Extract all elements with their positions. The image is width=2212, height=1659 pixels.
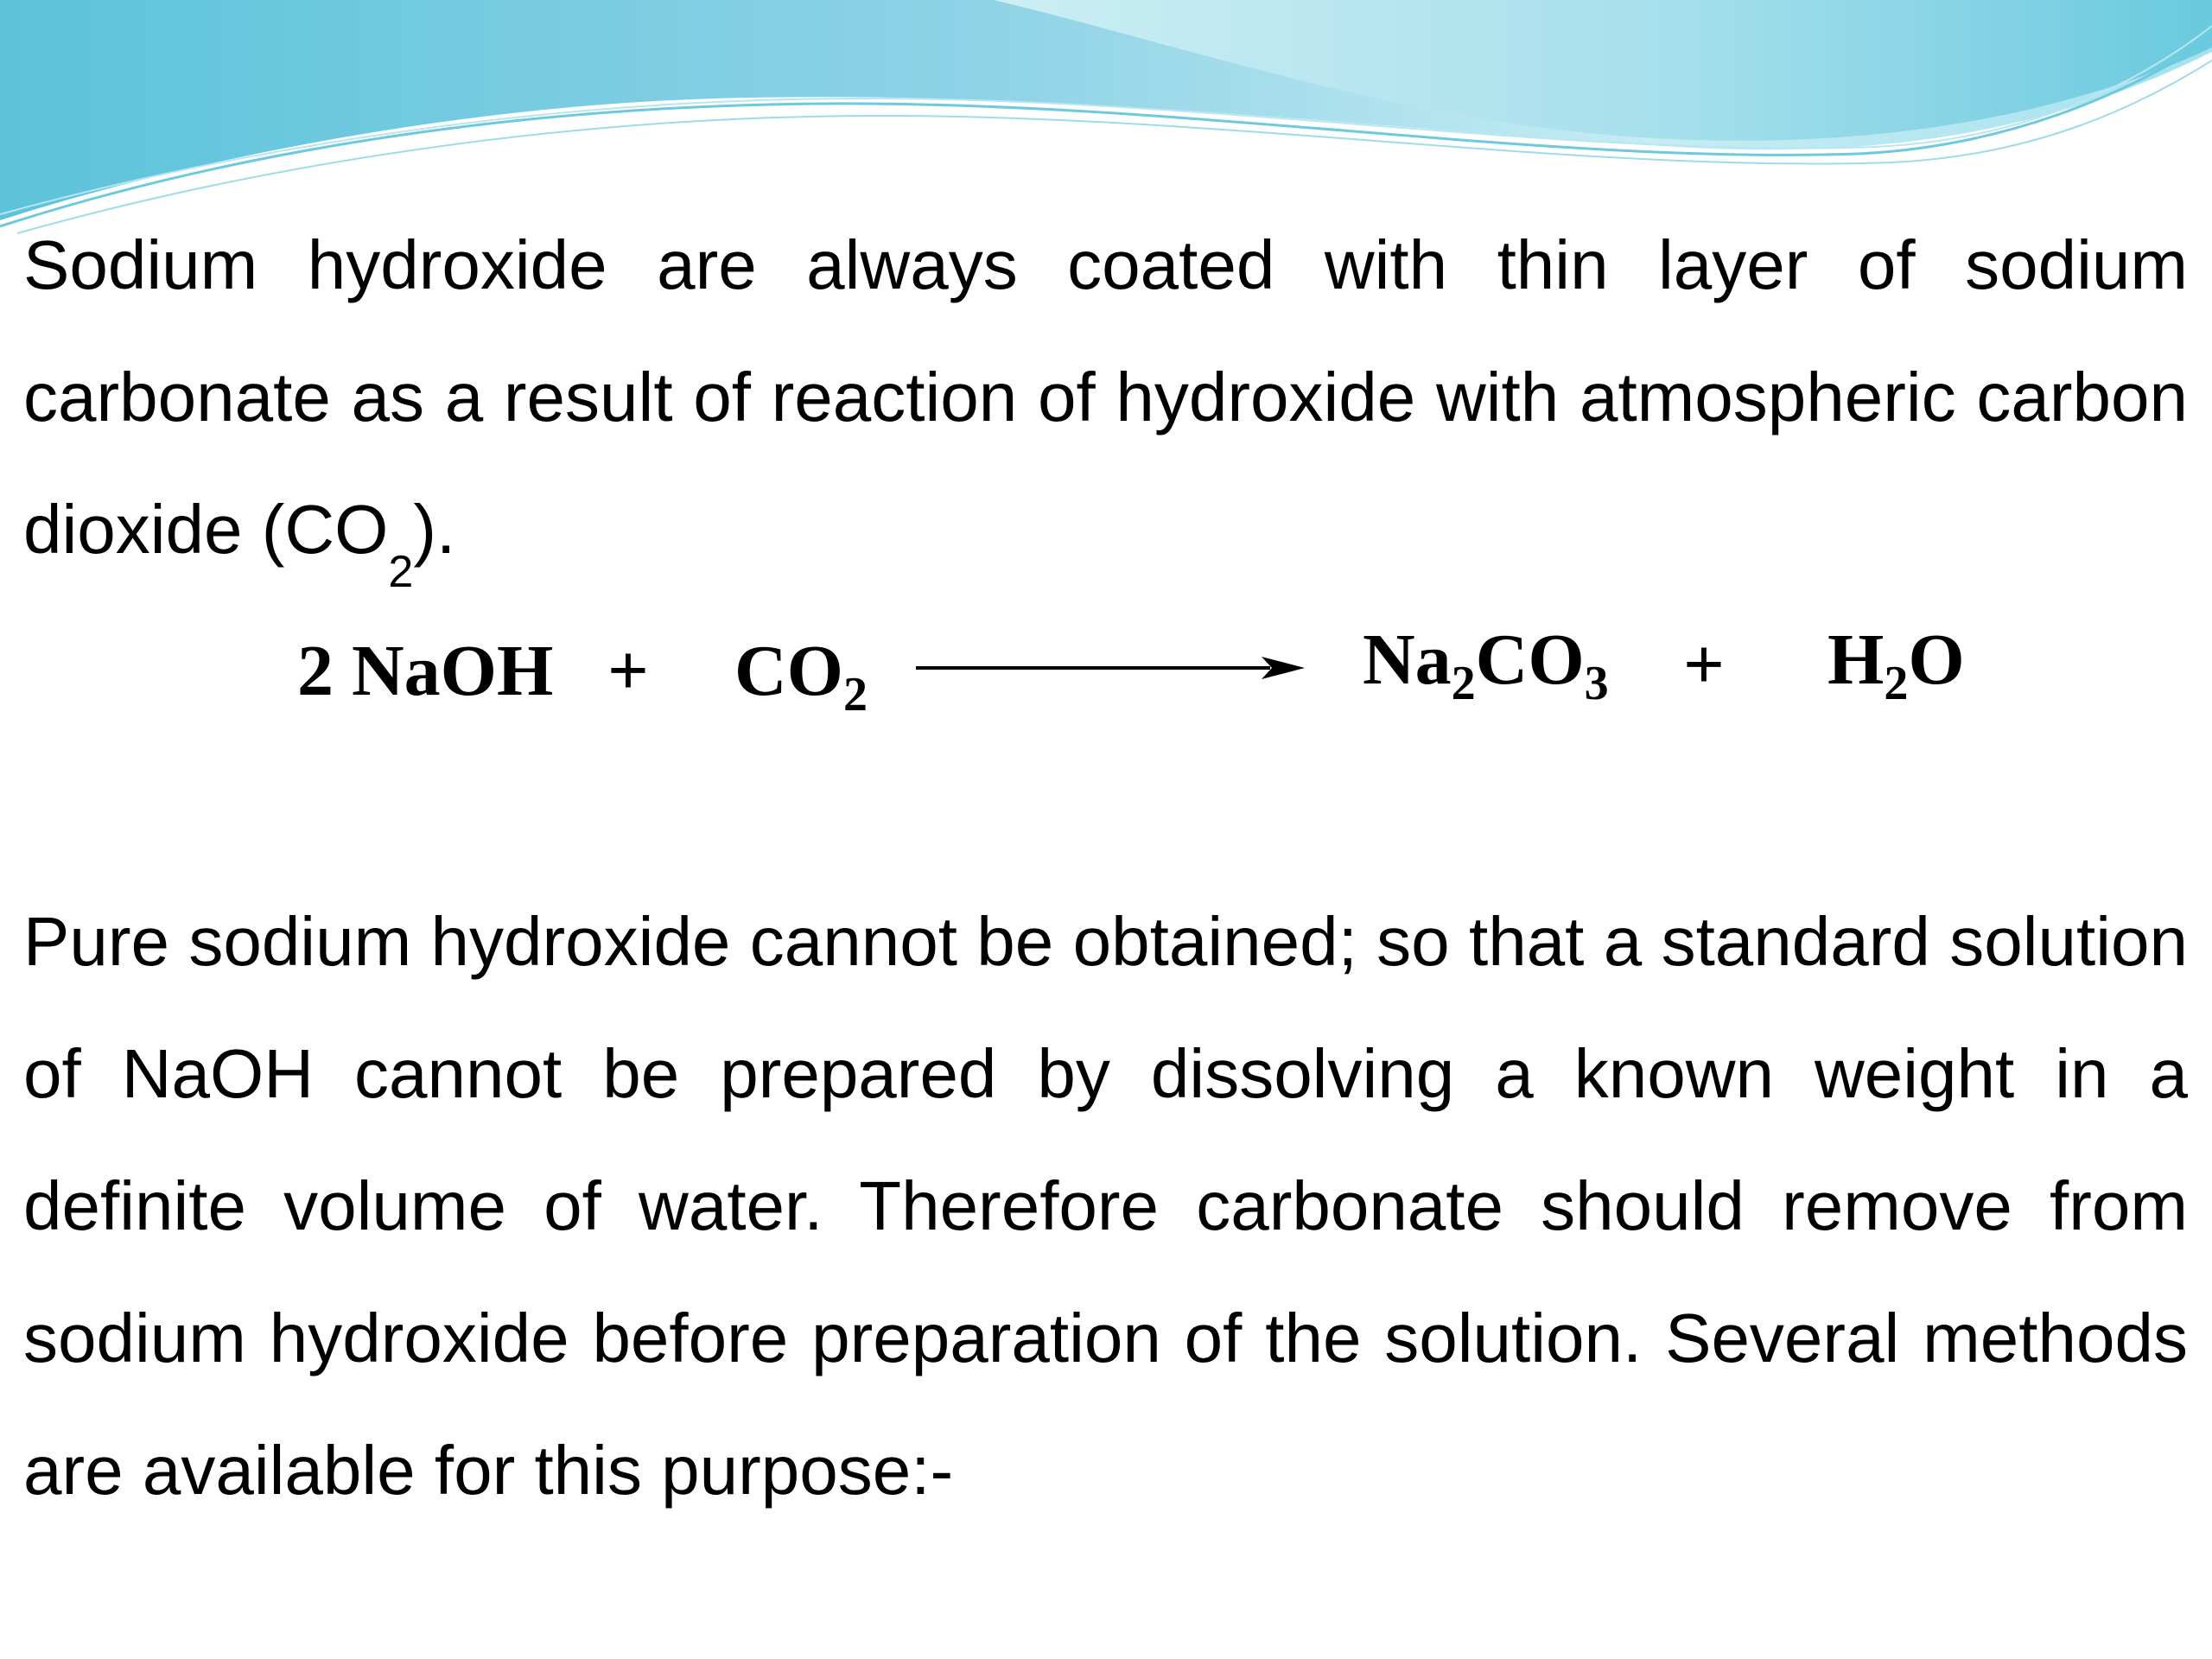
equation-h2o-subscript: 2 <box>1884 657 1909 710</box>
equation-product-na2co3 <box>1363 620 1609 710</box>
equation-o-text: O <box>1908 620 1965 700</box>
equation-na-text: Na <box>1363 620 1452 700</box>
equation-product-h2o <box>1827 620 1965 710</box>
paragraph-sodium-hydroxide-coating <box>23 199 2188 595</box>
equation-co-text: CO <box>1475 620 1585 700</box>
co2-subscript: 2 <box>388 547 414 597</box>
paragraph1-text: Sodium hydroxide are always coated with thin layer of sodium carbonate as a result of reaction of hydroxide with atmospheric carbon dioxide (CO <box>23 226 2188 568</box>
equation-h-text: H <box>1827 620 1885 700</box>
equation-co3-subscript: 3 <box>1584 657 1609 710</box>
paragraph1-tail: ). <box>413 491 456 568</box>
reaction-arrow <box>916 646 1305 690</box>
equation-co2-subscript: 2 <box>843 668 868 721</box>
equation-plus-2: + <box>1683 625 1725 705</box>
equation-plus-1: + <box>607 631 649 711</box>
equation-co2-text: CO <box>734 631 843 711</box>
paragraph-standard-solution: Pure sodium hydroxide cannot be obtained; so that a standard solution of NaOH cannot be prepared by dissolving a known weight in a definite volume of water. Therefore carbonate should remove from sodium hydroxide before preparation of the solution. Several methods are available for this purpose:- <box>23 903 2188 1509</box>
equation-na-subscript: 2 <box>1451 657 1476 710</box>
equation-reactant-naoh: 2 NaOH <box>297 631 554 711</box>
equation-reactant-co2 <box>734 631 868 721</box>
